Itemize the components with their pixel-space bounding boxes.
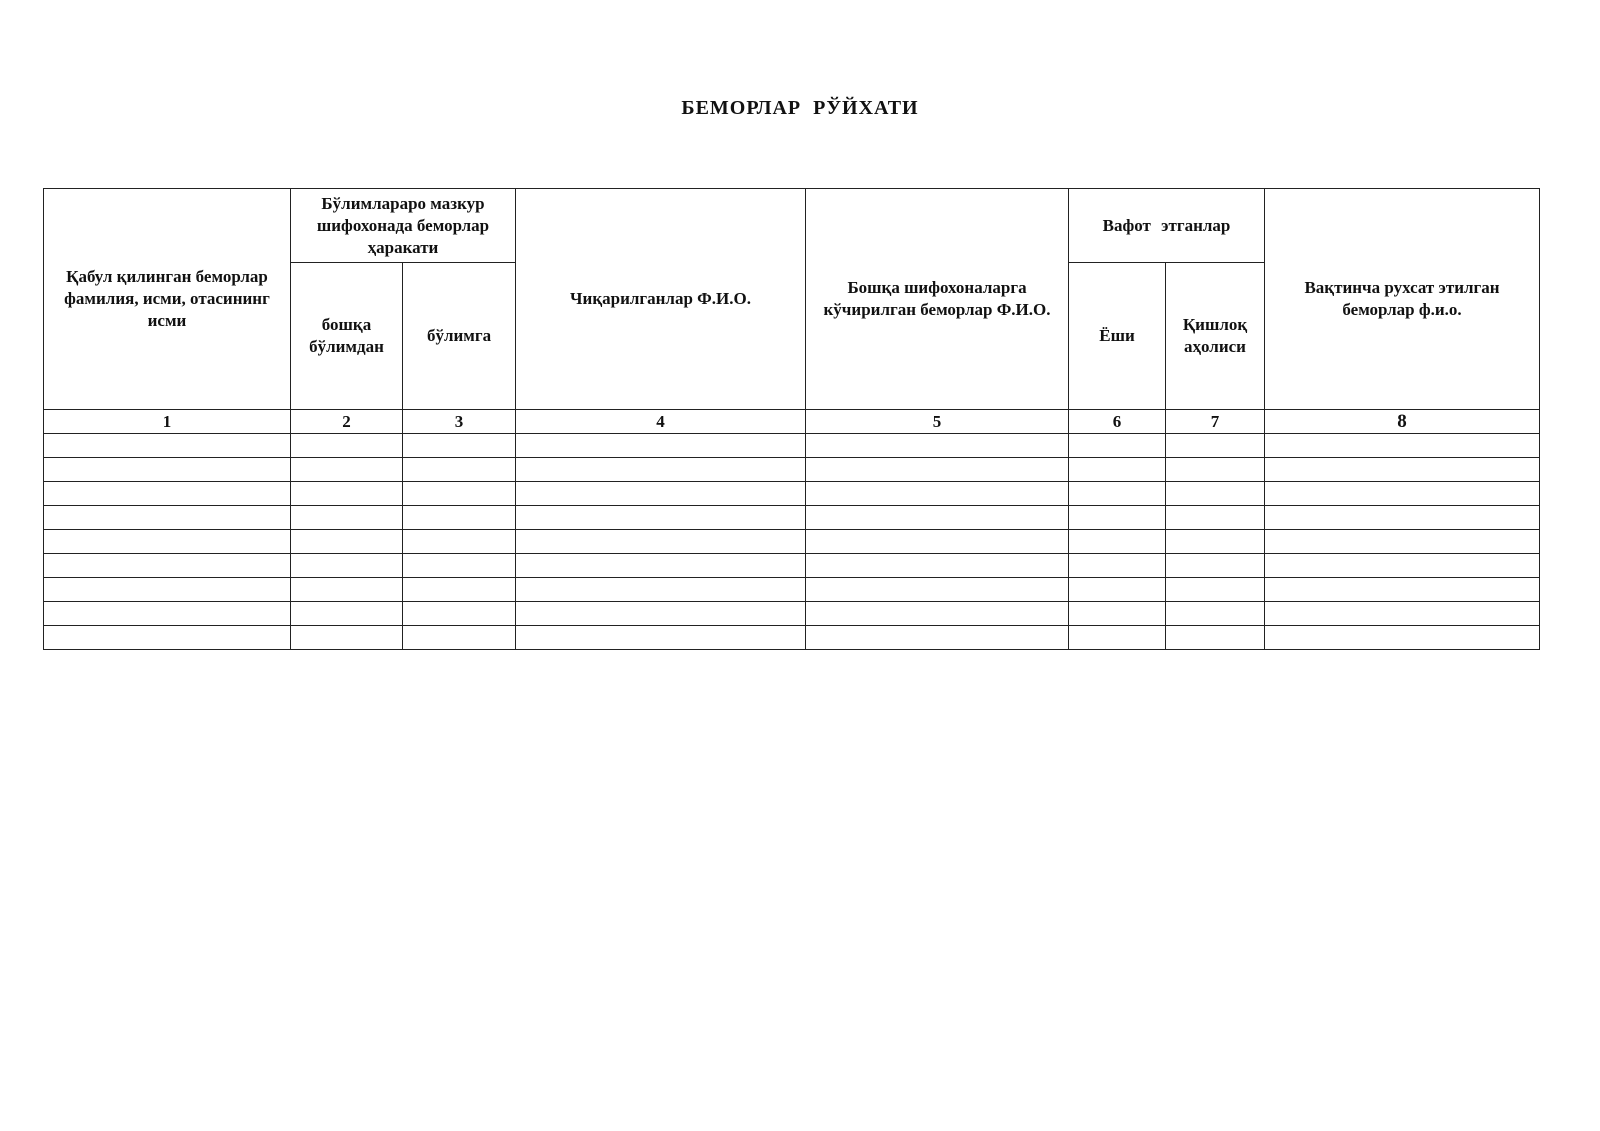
page-title: БЕМОРЛАР РЎЙХАТИ: [681, 97, 919, 119]
table-cell[interactable]: [291, 578, 403, 602]
table-cell[interactable]: [291, 482, 403, 506]
table-cell[interactable]: [291, 626, 403, 650]
table-cell[interactable]: [1265, 434, 1540, 458]
table-cell[interactable]: [806, 458, 1069, 482]
table-cell[interactable]: [516, 506, 806, 530]
table-cell[interactable]: [44, 458, 291, 482]
header-temporary-leave-patients: Вақтинча рухсат этилган беморлар ф.и.о.: [1265, 189, 1540, 410]
table-cell[interactable]: [44, 554, 291, 578]
table-cell[interactable]: [1265, 578, 1540, 602]
table-cell[interactable]: [403, 602, 516, 626]
table-cell[interactable]: [806, 506, 1069, 530]
column-number: 1: [44, 410, 291, 434]
table-cell[interactable]: [1265, 482, 1540, 506]
table-cell[interactable]: [516, 626, 806, 650]
table-cell[interactable]: [806, 554, 1069, 578]
table-cell[interactable]: [516, 482, 806, 506]
table-cell[interactable]: [291, 506, 403, 530]
table-row: [44, 434, 1540, 458]
table-cell[interactable]: [44, 578, 291, 602]
table-cell[interactable]: [291, 458, 403, 482]
column-number: 7: [1166, 410, 1265, 434]
table-cell[interactable]: [1265, 458, 1540, 482]
table-cell[interactable]: [806, 602, 1069, 626]
table-cell[interactable]: [403, 530, 516, 554]
table-cell[interactable]: [1069, 602, 1166, 626]
table-cell[interactable]: [44, 506, 291, 530]
header-rural-population: Қишлоқ аҳолиси: [1166, 263, 1265, 410]
table-cell[interactable]: [806, 578, 1069, 602]
table-cell[interactable]: [1166, 506, 1265, 530]
table-cell[interactable]: [516, 434, 806, 458]
table-cell[interactable]: [44, 434, 291, 458]
table-cell[interactable]: [1069, 578, 1166, 602]
table-row: [44, 554, 1540, 578]
table-cell[interactable]: [1265, 602, 1540, 626]
table-cell[interactable]: [44, 482, 291, 506]
table-cell[interactable]: [291, 602, 403, 626]
table-body: [44, 434, 1540, 650]
table-cell[interactable]: [806, 530, 1069, 554]
table-cell[interactable]: [1069, 554, 1166, 578]
header-age: Ёши: [1069, 263, 1166, 410]
table-cell[interactable]: [44, 530, 291, 554]
table-cell[interactable]: [806, 482, 1069, 506]
column-number-row: [44, 410, 1540, 434]
header-to-department: бўлимга: [403, 263, 516, 410]
table-cell[interactable]: [1166, 482, 1265, 506]
table-cell[interactable]: [291, 530, 403, 554]
table-cell[interactable]: [516, 554, 806, 578]
table-row: [44, 482, 1540, 506]
column-number: 4: [516, 410, 806, 434]
table-cell[interactable]: [1265, 626, 1540, 650]
table-cell[interactable]: [1265, 506, 1540, 530]
table-cell[interactable]: [44, 626, 291, 650]
table-cell[interactable]: [291, 554, 403, 578]
header-from-other-department: бошқа бўлимдан: [291, 263, 403, 410]
table-cell[interactable]: [1166, 458, 1265, 482]
table-cell[interactable]: [516, 530, 806, 554]
table-cell[interactable]: [516, 458, 806, 482]
table-row: [44, 530, 1540, 554]
table-cell[interactable]: [403, 626, 516, 650]
table-cell[interactable]: [1069, 626, 1166, 650]
table-cell[interactable]: [1166, 554, 1265, 578]
table-cell[interactable]: [403, 554, 516, 578]
header-group-deceased: Вафот этганлар: [1069, 189, 1265, 263]
column-number: 6: [1069, 410, 1166, 434]
table-cell[interactable]: [403, 434, 516, 458]
patients-register-table: [43, 188, 1540, 650]
table-cell[interactable]: [1265, 530, 1540, 554]
table-cell[interactable]: [1069, 482, 1166, 506]
table-cell[interactable]: [1166, 530, 1265, 554]
table-cell[interactable]: [403, 578, 516, 602]
column-number: 5: [806, 410, 1069, 434]
table-row: [44, 626, 1540, 650]
table-row: [44, 458, 1540, 482]
table-cell[interactable]: [1265, 554, 1540, 578]
table-cell[interactable]: [1166, 434, 1265, 458]
table-cell[interactable]: [516, 602, 806, 626]
header-group-interdepartment-movement: Бўлимлараро мазкур шифохонада беморлар ҳаракати: [291, 189, 516, 263]
table-cell[interactable]: [806, 434, 1069, 458]
table-cell[interactable]: [44, 602, 291, 626]
table-cell[interactable]: [516, 578, 806, 602]
header-row-top: [44, 189, 1540, 263]
table-cell[interactable]: [403, 506, 516, 530]
table-cell[interactable]: [1069, 458, 1166, 482]
column-number: 8: [1265, 410, 1540, 434]
table-cell[interactable]: [403, 458, 516, 482]
table-row: [44, 602, 1540, 626]
column-number: 2: [291, 410, 403, 434]
table-row: [44, 506, 1540, 530]
header-discharged-name: Чиқарилганлар Ф.И.О.: [516, 189, 806, 410]
column-number: 3: [403, 410, 516, 434]
header-transferred-other-hospitals: Бошқа шифохоналарга кўчирилган беморлар Ф.И.О.: [806, 189, 1069, 410]
table-cell[interactable]: [1069, 530, 1166, 554]
table-cell[interactable]: [806, 626, 1069, 650]
table-cell[interactable]: [1166, 578, 1265, 602]
table-cell[interactable]: [1069, 506, 1166, 530]
table-cell[interactable]: [1166, 626, 1265, 650]
table-cell[interactable]: [291, 434, 403, 458]
table-cell[interactable]: [1069, 434, 1166, 458]
table-row: [44, 578, 1540, 602]
table-cell[interactable]: [1166, 602, 1265, 626]
header-admitted-patients-name: Қабул қилинган беморлар фамилия, исми, отасининг исми: [44, 189, 291, 410]
table-cell[interactable]: [403, 482, 516, 506]
